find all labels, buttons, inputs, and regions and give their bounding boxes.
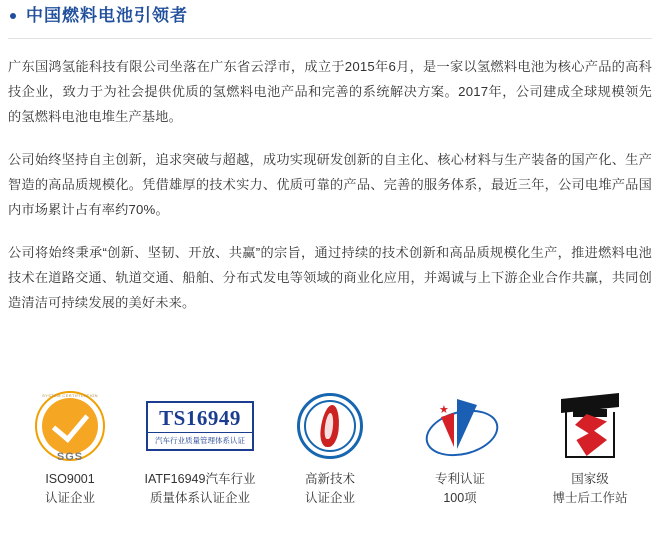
certification-list xyxy=(8,390,652,508)
ts16949-subtitle: 汽车行业质量管理体系认证 xyxy=(148,432,252,446)
cert-caption-line1: 专利认证 xyxy=(434,472,485,486)
paragraph: 公司将始终秉承“创新、坚韧、开放、共赢”的宗旨，通过持续的技术创新和高品质规模化生产，推进燃料电池技术在道路交通、轨道交通、船舶、分布式发电等领域的商业化应用，并竭诚与上下游企业合作共赢，共同创造清洁可持续发展的美好未来。 xyxy=(8,245,652,311)
sgs-arc-text: SYSTEM CERTIFICATION xyxy=(42,393,98,398)
cert-caption-line1: ISO9001 xyxy=(45,472,95,486)
cert-caption-line2: 博士后工作站 xyxy=(552,491,628,505)
certification-item xyxy=(268,390,392,508)
paragraph: 公司始终坚持自主创新，追求突破与超越，成功实现研发创新的自主化、核心材料与生产装备的国产化、生产智造的高品质规模化。凭借雄厚的技术实力、优质可靠的产品、完善的服务体系，最近三年，公司电堆产品国内市场累计占有率约70%。 xyxy=(8,152,652,218)
cert-logo xyxy=(268,390,392,462)
cert-logo xyxy=(398,390,522,462)
cert-caption-line2: 认证企业 xyxy=(304,491,355,505)
cert-logo xyxy=(138,390,262,462)
cert-caption-line2: 100项 xyxy=(443,491,477,505)
patent-certification-emblem-icon: ★ xyxy=(423,395,497,457)
section-heading xyxy=(8,0,652,26)
postdoctoral-workstation-emblem-icon xyxy=(559,394,621,458)
cert-logo xyxy=(8,390,132,462)
cert-caption-line1: IATF16949汽车行业 xyxy=(144,472,256,486)
cert-caption-line2: 质量体系认证企业 xyxy=(149,491,250,505)
ts16949-title: TS16949 xyxy=(159,405,241,430)
certification-item xyxy=(8,390,132,508)
section-heading-title: 中国燃料电池引领者 xyxy=(26,6,188,25)
heading-divider xyxy=(8,38,652,39)
certification-item xyxy=(138,390,262,508)
sgs-certification-badge-icon xyxy=(35,391,105,461)
sgs-wordmark: SGS xyxy=(56,451,84,463)
cert-caption-line2: 认证企业 xyxy=(44,491,95,505)
company-description xyxy=(8,38,652,315)
certification-item xyxy=(528,390,652,508)
bullet-icon xyxy=(10,13,16,19)
cert-caption-line1: 国家级 xyxy=(571,472,609,486)
cert-logo xyxy=(528,390,652,462)
ts16949-certification-badge-icon xyxy=(146,401,254,451)
certification-item xyxy=(398,390,522,508)
cert-caption-line1: 高新技术 xyxy=(304,472,355,486)
high-tech-enterprise-emblem-icon xyxy=(297,393,363,459)
paragraph: 广东国鸿氢能科技有限公司坐落在广东省云浮市，成立于2015年6月，是一家以氢燃料电池为核心产品的高科技企业，致力于为社会提供优质的氢燃料电池产品和完善的系统解决方案。2017年，公司建成全球规模领先的氢燃料电池电堆生产基地。 xyxy=(8,59,652,125)
